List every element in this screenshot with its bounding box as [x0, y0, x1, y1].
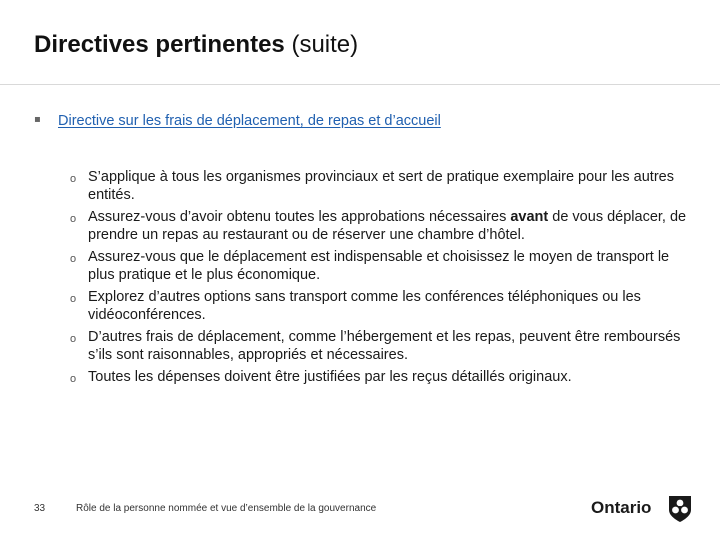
page-number: 33 [34, 503, 46, 514]
circle-bullet-icon: o [70, 373, 77, 385]
circle-bullet-icon: o [70, 333, 77, 345]
slide-title [34, 31, 358, 59]
slide-title-bold: Directives pertinentes [34, 31, 285, 58]
list-item [70, 248, 690, 284]
list-item-emphasis: avant [510, 209, 549, 225]
list-item-text-post: de vous déplacer, de prendre un repas au restaurant ou de réserver une chambre d’hôtel. [88, 209, 687, 243]
footer-text: Rôle de la personne nommée et vue d’ensemble de la gouvernance [76, 503, 377, 514]
list-item [70, 168, 690, 204]
list-item-text: Assurez-vous que le déplacement est indispensable et choisissez le moyen de transport le plus pratique et le plus économique. [88, 249, 670, 283]
list-item-text-pre: Assurez-vous d’avoir obtenu toutes les approbations nécessaires [88, 209, 511, 225]
list-item-text: Explorez d’autres options sans transport comme les conférences téléphoniques ou les vidéoconférences. [88, 289, 641, 323]
list-item [70, 208, 690, 244]
circle-bullet-icon: o [70, 253, 77, 265]
directive-link[interactable]: Directive sur les frais de déplacement, de repas et d’accueil [58, 113, 441, 129]
circle-bullet-icon: o [70, 293, 77, 305]
list-item [70, 288, 690, 324]
circle-bullet-icon: o [70, 213, 77, 225]
slide-title-suffix: (suite) [291, 31, 359, 58]
square-bullet-icon: ▪ [34, 114, 41, 125]
title-divider [0, 84, 720, 85]
circle-bullet-icon: o [70, 173, 77, 185]
list-item-text: S’applique à tous les organismes provinciaux et sert de pratique exemplaire pour les autres entités. [88, 169, 674, 203]
trillium-logo-icon [667, 494, 693, 524]
list-item [70, 368, 690, 386]
list-item [70, 328, 690, 364]
list-item-text: Toutes les dépenses doivent être justifiées par les reçus détaillés originaux. [88, 369, 572, 385]
sub-bullet-list [70, 168, 690, 390]
list-item-text: D’autres frais de déplacement, comme l’hébergement et les repas, peuvent être remboursés s’ils sont raisonnables, appropriés et nécessaires. [88, 329, 681, 363]
ontario-logo-text: Ontario [591, 498, 652, 517]
